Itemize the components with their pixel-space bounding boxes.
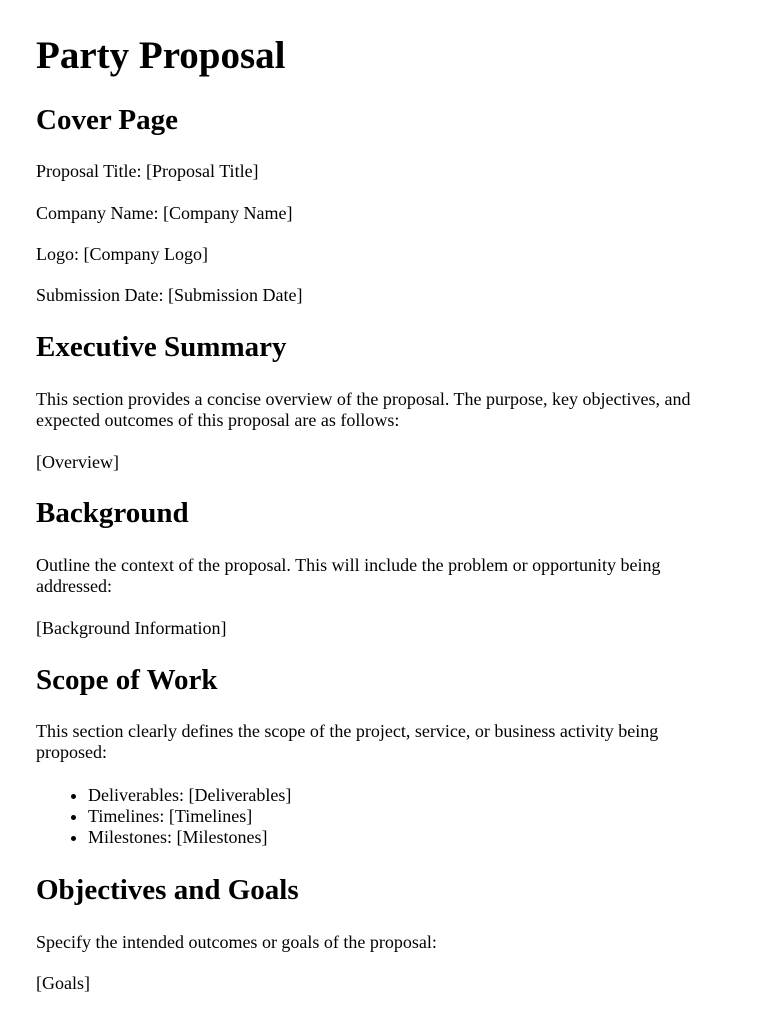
logo-line: Logo: [Company Logo]: [36, 244, 208, 264]
background-placeholder: [Background Information]: [36, 618, 227, 638]
goals-placeholder: [Goals]: [36, 973, 90, 993]
cover-page-heading: Cover Page: [36, 104, 178, 136]
document-title: Party Proposal: [36, 34, 286, 77]
submission-date-line: Submission Date: [Submission Date]: [36, 285, 303, 305]
executive-summary-heading: Executive Summary: [36, 331, 287, 363]
scope-of-work-list: [36, 785, 728, 848]
background-heading: Background: [36, 497, 189, 529]
overview-placeholder: [Overview]: [36, 452, 119, 472]
scope-of-work-heading: Scope of Work: [36, 664, 218, 696]
company-name-line: Company Name: [Company Name]: [36, 203, 293, 223]
proposal-title-line: Proposal Title: [Proposal Title]: [36, 161, 259, 181]
objectives-heading: Objectives and Goals: [36, 874, 299, 906]
list-item-milestones: • Milestones: [Milestones]: [88, 827, 728, 848]
objectives-text: Specify the intended outcomes or goals of the proposal:: [36, 932, 437, 952]
background-text: Outline the context of the proposal. This will include the problem or opportunity being addressed:: [36, 555, 661, 596]
scope-of-work-text: This section clearly defines the scope of the project, service, or business activity being proposed:: [36, 721, 659, 762]
list-item-deliverables: • Deliverables: [Deliverables]: [88, 785, 728, 806]
executive-summary-text: This section provides a concise overview of the proposal. The purpose, key objectives, and expected outcomes of this proposal are as follows:: [36, 389, 691, 430]
list-item-timelines: • Timelines: [Timelines]: [88, 806, 728, 827]
